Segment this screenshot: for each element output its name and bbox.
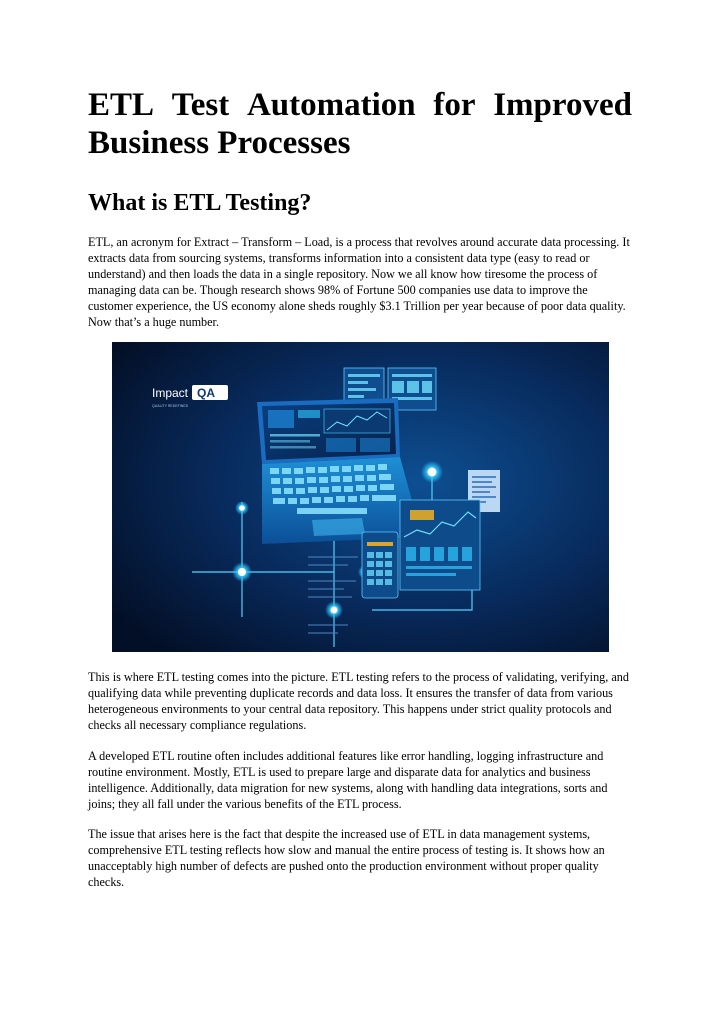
paragraph-intro: ETL, an acronym for Extract – Transform – Load, is a process that revolves around accurate data processing. It extracts data from sourcing systems, transforms information into a consistent data type (easy to read or understand) and then loads the data in a single repository. Now we all know how tiresome the process of managing data can be. Though research shows 98% of Fortune 500 companies use data to improve the customer experience, the US economy alone sheds roughly $3.1 Trillion per year because of poor data quality. Now that’s a huge number. xyxy=(88,235,630,329)
title-word: Automation xyxy=(246,87,416,123)
logo-tagline: QUALITY REDEFINED xyxy=(152,404,189,408)
logo-mark: QA xyxy=(197,386,215,400)
laptop xyxy=(257,398,422,544)
title-word: for xyxy=(433,87,476,123)
title-word: ETL xyxy=(88,87,155,123)
title-word: Test xyxy=(171,87,230,123)
section-heading: What is ETL Testing? xyxy=(88,190,312,216)
paragraph-issue: The issue that arises here is the fact that despite the increased use of ETL in data management systems, comprehensive ETL testing reflects how slow and manual the entire process of testing is. It shows how an unacceptably high number of defects are pushed onto the production environment without proper quality checks. xyxy=(88,827,605,889)
paragraph-etl-testing: This is where ETL testing comes into the picture. ETL testing refers to the process of validating, verifying, and qualifying data while preventing duplicate records and data loss. It ensures the transfer of data from various heterogeneous environments to your central data repository. This happens under strict quality protocols and checks all necessary compliance regulations. xyxy=(88,670,629,732)
title-line-2: Business Processes xyxy=(88,125,351,161)
laptop-trackpad xyxy=(312,518,365,536)
document-title xyxy=(88,86,632,162)
title-line-1 xyxy=(88,86,632,124)
paragraph-etl-routine: A developed ETL routine often includes additional features like error handling, logging infrastructure and routine environment. Mostly, ETL is used to prepare large and disparate data for analytics and business intelligence. Additionally, data migration for new systems, along with handling data integrations, sorts and joins; they all fall under the various benefits of the ETL process. xyxy=(88,749,608,811)
etl-illustration-svg xyxy=(112,342,609,652)
hero-illustration xyxy=(112,342,609,652)
logo-word: Impact xyxy=(152,386,189,400)
title-word: Improved xyxy=(493,87,632,123)
